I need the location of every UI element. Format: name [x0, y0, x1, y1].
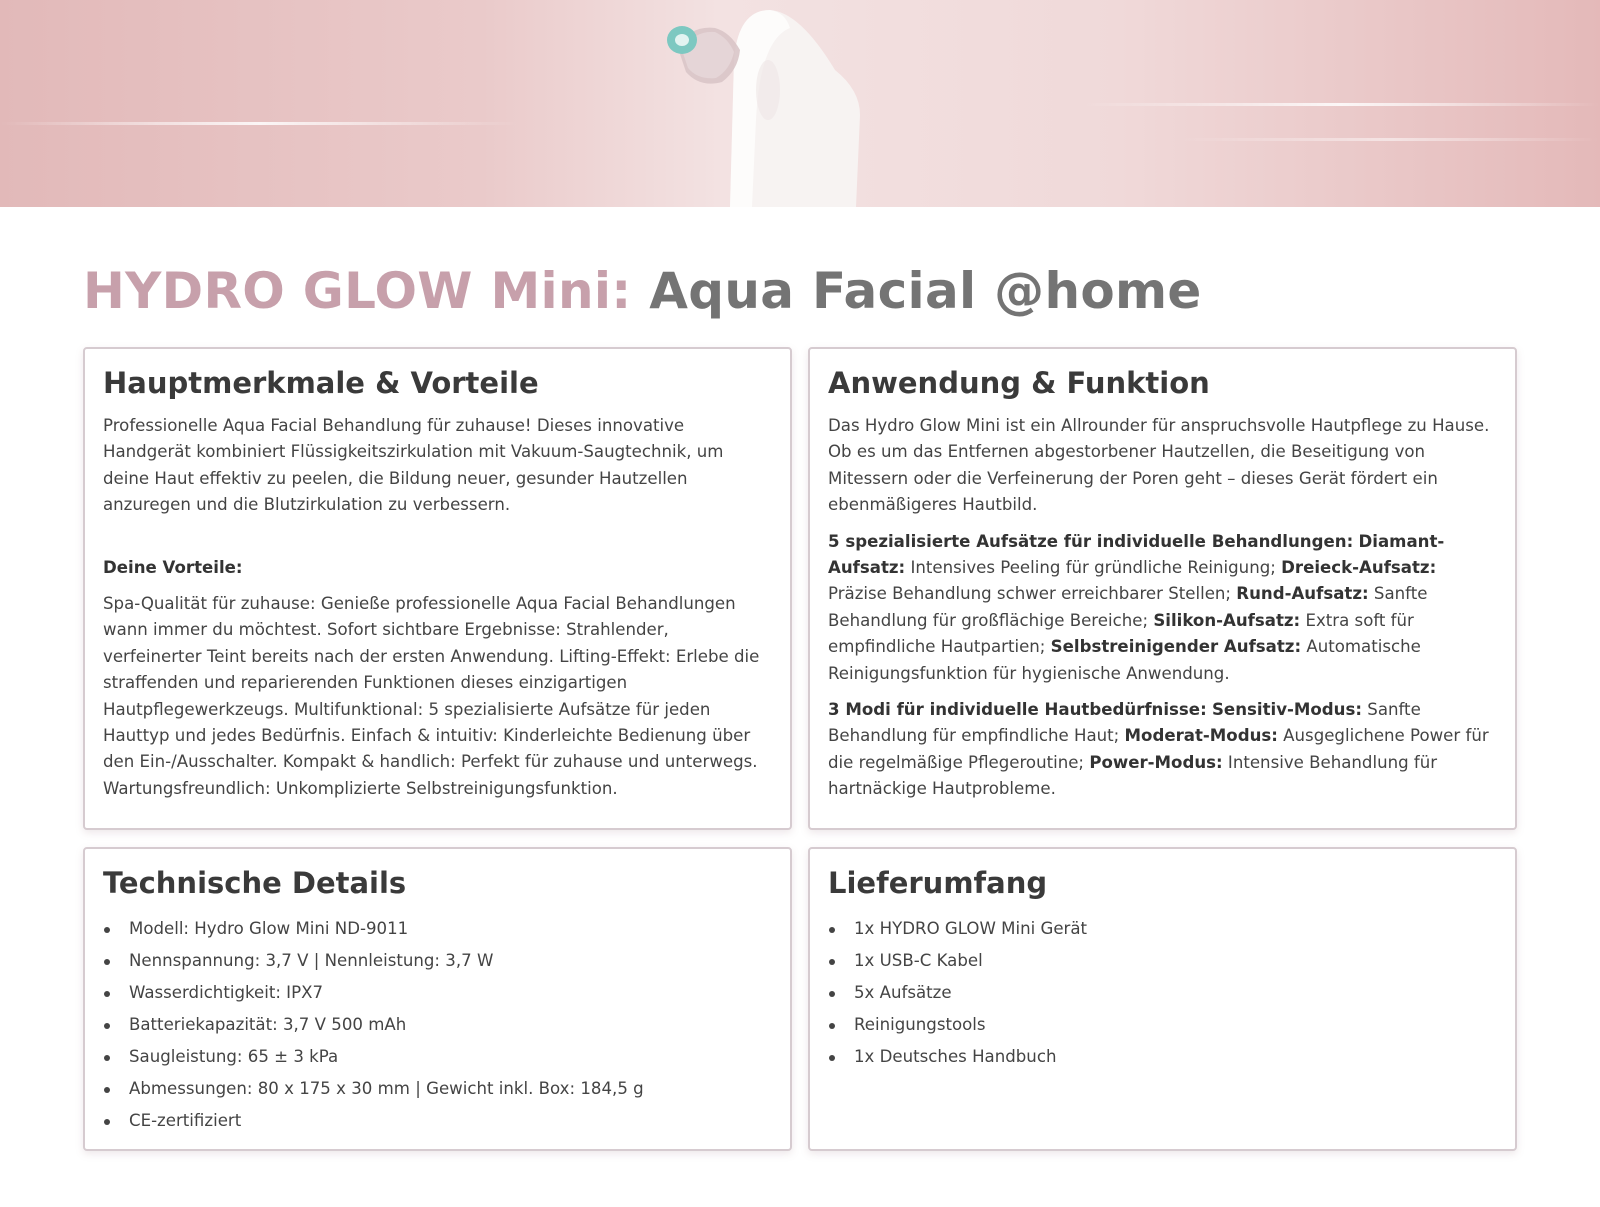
mode-desc: Ausgeglichene Power für die regelmäßige Pflegeroutine;: [828, 726, 1489, 772]
modes-paragraph: [828, 697, 1497, 803]
light-streak: [1080, 103, 1600, 106]
mode-name: Power-Modus:: [1089, 752, 1223, 772]
page-title: [83, 262, 1202, 320]
usage-heading: Anwendung & Funktion: [828, 366, 1210, 400]
device-photo: [660, 0, 890, 207]
specs-card: [83, 847, 792, 1151]
list-item: 1x HYDRO GLOW Mini Gerät: [828, 913, 1497, 945]
light-streak: [0, 122, 520, 125]
attachment-desc: Intensives Peeling für gründliche Reinigung;: [905, 558, 1276, 578]
light-streak: [1180, 138, 1600, 141]
attachment-name: Silikon-Aufsatz:: [1153, 610, 1301, 630]
features-card: [83, 347, 792, 830]
attachment-name: Selbstreinigender Aufsatz:: [1050, 637, 1302, 657]
attachment-desc: Automatische Reinigungsfunktion für hygienische Anwendung.: [828, 637, 1421, 683]
contents-heading: Lieferumfang: [828, 866, 1048, 900]
list-item: 1x USB-C Kabel: [828, 945, 1497, 977]
mode-desc: Sanfte Behandlung für empfindliche Haut;: [828, 700, 1421, 746]
specs-heading: Technische Details: [103, 866, 407, 900]
mode-desc: Intensive Behandlung für hartnäckige Hautprobleme.: [828, 752, 1438, 799]
list-item: Nennspannung: 3,7 V | Nennleistung: 3,7 W: [103, 945, 772, 977]
attachment-name: Diamant-Aufsatz:: [828, 531, 1445, 578]
list-item: Saugleistung: 65 ± 3 kPa: [103, 1041, 772, 1073]
list-item: Reinigungstools: [828, 1009, 1497, 1041]
attachment-desc: Extra soft für empfindliche Hautpartien;: [828, 610, 1414, 657]
contents-list: [828, 913, 1497, 1073]
modes-lead: 3 Modi für individuelle Hautbedürfnisse:: [828, 700, 1207, 720]
hero-banner: [0, 0, 1600, 207]
attachments-paragraph: [828, 529, 1497, 687]
mode-name: Moderat-Modus:: [1124, 726, 1278, 746]
specs-list: [103, 913, 772, 1137]
list-item: Wasserdichtigkeit: IPX7: [103, 977, 772, 1009]
mode-name: Sensitiv-Modus:: [1211, 700, 1363, 720]
benefits-label: Deine Vorteile:: [103, 557, 243, 577]
list-item: CE-zertifiziert: [103, 1105, 772, 1137]
list-item: Batteriekapazität: 3,7 V 500 mAh: [103, 1009, 772, 1041]
attachment-desc: Sanfte Behandlung für großflächige Bereiche;: [828, 584, 1428, 630]
contents-card: [808, 847, 1517, 1151]
list-item: 5x Aufsätze: [828, 977, 1497, 1009]
usage-card: [808, 347, 1517, 830]
attachments-lead: 5 spezialisierte Aufsätze für individuelle Behandlungen:: [828, 531, 1354, 551]
features-heading: Hauptmerkmale & Vorteile: [103, 366, 539, 400]
list-item: Abmessungen: 80 x 175 x 30 mm | Gewicht inkl. Box: 184,5 g: [103, 1073, 772, 1105]
attachment-desc: Präzise Behandlung schwer erreichbarer Stellen;: [828, 584, 1232, 604]
brand-title: HYDRO GLOW Mini:: [83, 262, 632, 320]
attachment-name: Dreieck-Aufsatz:: [1281, 558, 1437, 578]
list-item: 1x Deutsches Handbuch: [828, 1041, 1497, 1073]
benefits-text: Spa-Qualität für zuhause: Genieße professionelle Aqua Facial Behandlungen wann immer du möchtest. Sofort sichtbare Ergebnisse: Strahlender, verfeinerter Teint bereits nach der ersten Anwendung. Lifting-Effekt: Erlebe die straffenden und reparierenden Funktionen dieses einzigartigen Hautpflegewerkzeugs. Multifunktional: 5 spezialisierte Aufsätze für jeden Hauttyp und jedes Bedürfnis. Einfach & intuitiv: Kinderleichte Bedienung über den Ein-/Ausschalter. Kompakt & handlich: Perfekt für zuhause und unterwegs. Wartungsfreundlich: Unkomplizierte Selbstreinigungsfunktion.: [103, 594, 760, 798]
subtitle: Aqua Facial @home: [649, 262, 1202, 320]
features-intro: Professionelle Aqua Facial Behandlung für zuhause! Dieses innovative Handgerät kombiniert Flüssigkeitszirkulation mit Vakuum-Saugtechnik, um deine Haut effektiv zu peelen, die Bildung neuer, gesunder Hautzellen anzuregen und die Blutzirkulation zu verbessern.: [103, 416, 724, 515]
list-item: Modell: Hydro Glow Mini ND-9011: [103, 913, 772, 945]
attachment-name: Rund-Aufsatz:: [1236, 584, 1369, 604]
usage-intro: Das Hydro Glow Mini ist ein Allrounder für anspruchsvolle Hautpflege zu Hause. Ob es um das Entfernen abgestorbener Hautzellen, die Beseitigung von Mitessern oder die Verfeinerung der Poren geht – dieses Gerät fördert ein ebenmäßigeres Hautbild.: [828, 416, 1490, 515]
